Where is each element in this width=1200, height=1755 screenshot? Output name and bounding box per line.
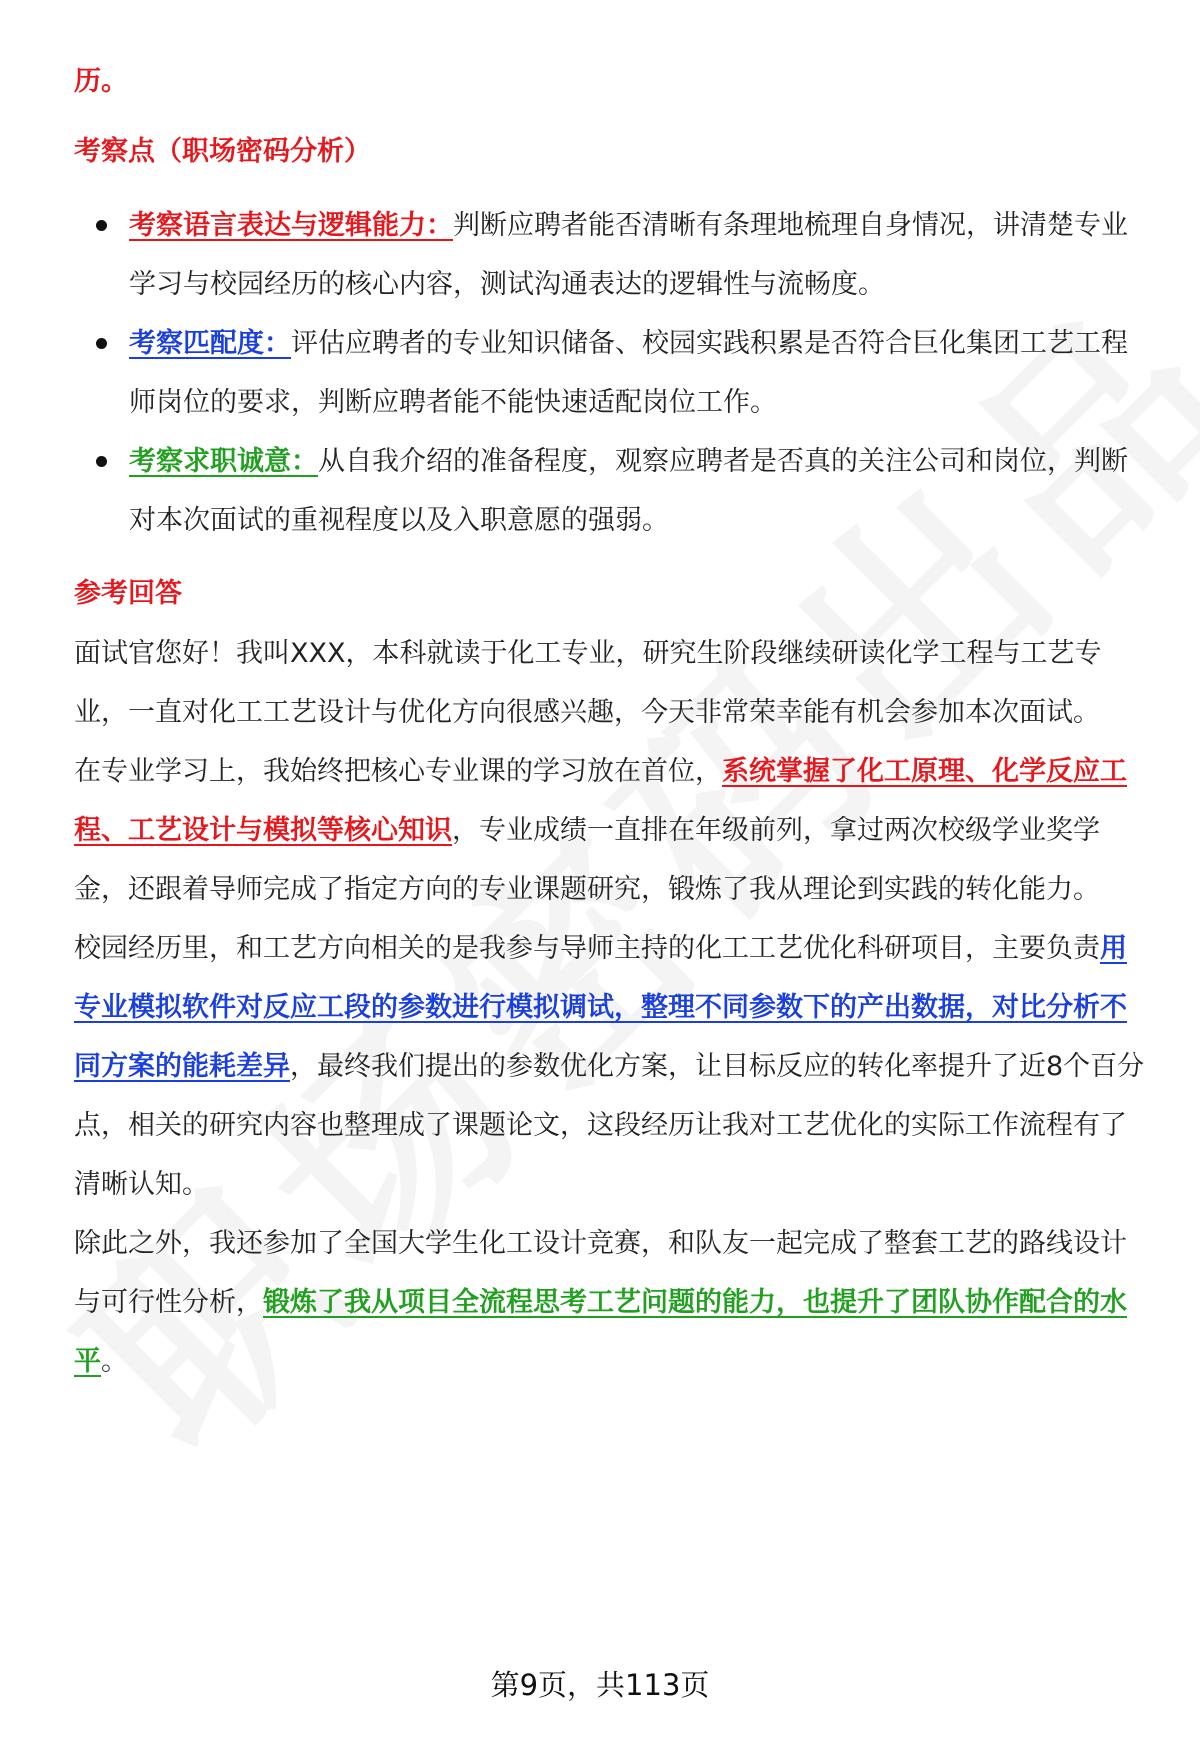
point-text: 从自我介绍的准备程度，观察应聘者是否真的关注公司和岗位，判断对本次面试的重视程度以及入职意愿的强弱。 [129,446,1128,536]
bullet-icon [96,338,107,349]
answer-paragraph-campus [74,919,1146,1214]
point-text: 评估应聘者的专业知识储备、校园实践积累是否符合巨化集团工艺工程师岗位的要求，判断应聘者能不能快速适配岗位工作。 [129,328,1128,418]
list-item [74,432,1146,550]
point-label: 考察匹配度： [129,328,291,359]
point-label: 考察求职诚意： [129,446,318,477]
bullet-icon [96,456,107,467]
paragraph-text: 除此之外，我还参加了全国大学生化工设计竞赛，和队友一起完成了整套工艺的路线设计与可行性分析， [74,1228,1127,1318]
answer-paragraph-competition [74,1214,1146,1391]
list-item [74,196,1146,314]
list-item [74,314,1146,432]
assessment-points-list [74,196,1146,550]
paragraph-text: 校园经历里，和工艺方向相关的是我参与导师主持的化工工艺优化科研项目，主要负责 [74,933,1100,964]
highlight-text: 系统掌握了化工原理、化学反应工程、工艺设计与模拟等核心知识 [74,756,1127,846]
page-number: 第9页，共113页 [490,1668,710,1702]
section-heading-answer: 参考回答 [74,578,182,609]
section-heading-assessment: 考察点（职场密码分析） [74,136,371,167]
bullet-icon [96,220,107,231]
highlight-text: 锻炼了我从项目全流程思考工艺问题的能力，也提升了团队协作配合的水平 [74,1287,1127,1377]
heading-continuation: 历。 [74,66,128,97]
paragraph-text: 。 [101,1346,128,1377]
page-content [74,52,1146,1391]
highlight-text: 用专业模拟软件对反应工段的参数进行模拟调试，整理不同参数下的产出数据，对比分析不同方案的能耗差异 [74,933,1127,1082]
answer-paragraph-study [74,742,1146,919]
point-label: 考察语言表达与逻辑能力： [129,210,453,241]
paragraph-text: ，最终我们提出的参数优化方案，让目标反应的转化率提升了近8个百分点，相关的研究内容也整理成了课题论文，这段经历让我对工艺优化的实际工作流程有了清晰认知。 [74,1051,1145,1200]
paragraph-text: 在专业学习上，我始终把核心专业课的学习放在首位， [74,756,722,787]
point-text: 判断应聘者能否清晰有条理地梳理自身情况，讲清楚专业学习与校园经历的核心内容，测试沟通表达的逻辑性与流畅度。 [129,210,1128,300]
answer-paragraph-intro: 面试官您好！我叫XXX，本科就读于化工专业，研究生阶段继续研读化学工程与工艺专业，一直对化工工艺设计与优化方向很感兴趣，今天非常荣幸能有机会参加本次面试。 [74,638,1102,728]
paragraph-text: ，专业成绩一直排在年级前列，拿过两次校级学业奖学金，还跟着导师完成了指定方向的专业课题研究，锻炼了我从理论到实践的转化能力。 [74,815,1100,905]
